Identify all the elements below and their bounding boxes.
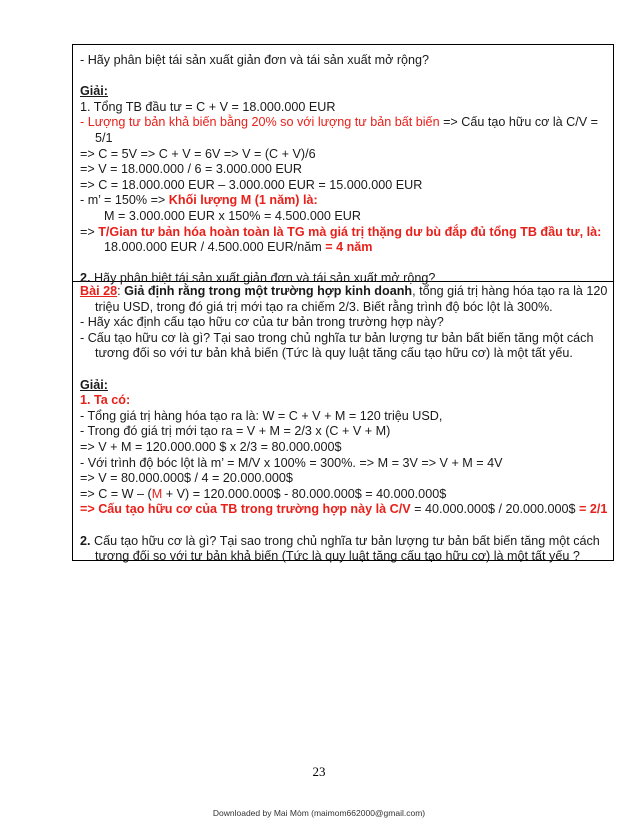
highlight-text: = 4 năm (325, 240, 373, 255)
solution-line: 1. Tổng TB đầu tư = C + V = 18.000.000 EUR (80, 99, 336, 114)
solution-line (80, 487, 607, 503)
solution-text: => Cấu tạo hữu cơ là C/V = (439, 115, 599, 130)
solution-line (80, 193, 607, 209)
highlight-text: T/Gian tư bản hóa hoàn toàn là TG mà giá trị thặng dư bù đắp đủ tổng TB đầu tư, là: (98, 224, 602, 239)
exercise-question: - Hãy xác định cấu tạo hữu cơ của tư bản trong trường hợp này? (80, 315, 444, 330)
solution-line: - Tổng giá trị hàng hóa tạo ra là: W = C + V + M = 120 triệu USD, (80, 408, 443, 423)
highlight-text: => Cấu tạo hữu cơ của TB trong trường hợp này là C/V (80, 502, 411, 517)
solution-line: - Với trình độ bóc lột là m’ = M/V x 100% = 300%. => M = 3V => V + M = 4V (80, 455, 503, 470)
solution-label: Giải: (80, 84, 108, 99)
solution-line: => V = 80.000.000$ / 4 = 20.000.000$ (80, 471, 293, 486)
solution-line: - Trong đó giá trị mới tạo ra = V + M = 2/3 x (C + V + M) (80, 424, 391, 439)
highlight-text: - Lượng tư bản khả biến bằng 20% so với lượng tư bản bất biến (80, 115, 440, 130)
exercise-title: Bài 28 (80, 284, 118, 298)
solution-line: M = 3.000.000 EUR x 150% = 4.500.000 EUR (104, 208, 361, 223)
exercise-question: tương đối so với tư bản khả biến (Tức là quy luật tăng cấu tạo hữu cơ) là một tất yếu. (95, 346, 573, 361)
highlight-text: Khối lượng M (1 năm) là: (168, 193, 318, 208)
answer-2 (80, 534, 607, 550)
exercise-box-28 (72, 282, 614, 564)
solution-heading: 1. Ta có: (80, 393, 131, 408)
download-footer: Downloaded by Mai Mòm (maimom662000@gmail.com) (212, 808, 426, 818)
solution-line: => V = 18.000.000 / 6 = 3.000.000 EUR (80, 162, 302, 177)
solution-text: 18.000.000 EUR / 4.500.000 EUR/năm (104, 240, 326, 255)
solution-line: => C = 5V => C + V = 6V => V = (C + V)/6 (80, 146, 316, 161)
solution-text: => (80, 224, 99, 239)
exercise-intro (80, 284, 607, 300)
solution-line: 5/1 (95, 130, 113, 145)
exercise-bold-text: Giả định rằng trong một trường hợp kinh doanh (124, 284, 413, 298)
exercise-question: - Cấu tạo hữu cơ là gì? Tại sao trong chủ nghĩa tư bản lượng tư bản bất biến tăng một cách (80, 330, 594, 345)
question-intro: - Hãy phân biệt tái sản xuất giản đơn và tái sản xuất mở rộng? (80, 53, 430, 67)
exercise-text: : (117, 284, 125, 298)
solution-line: => C = 18.000.000 EUR – 3.000.000 EUR = 15.000.000 EUR (80, 177, 423, 192)
solution-text: = 40.000.000$ / 20.000.000$ (410, 502, 580, 517)
solution-line (80, 225, 607, 241)
page-number: 23 (312, 764, 326, 779)
question-number: 2. (80, 271, 91, 286)
question-number: 2. (80, 533, 91, 548)
solution-line: => V + M = 120.000.000 $ x 2/3 = 80.000.000$ (80, 439, 342, 454)
solution-line (80, 115, 607, 131)
answer-text: Cấu tạo hữu cơ là gì? Tại sao trong chủ nghĩa tư bản lượng tư bản bất biến tăng một cách (90, 533, 600, 548)
solution-text: + V) = 120.000.000$ - 80.000.000$ = 40.000.000$ (162, 486, 447, 501)
exercise-text: , tổng giá trị hàng hóa tạo ra là 120 (412, 284, 608, 298)
solution-label: Giải: (80, 377, 108, 392)
solution-text: - m’ = 150% => (80, 193, 169, 208)
solution-text: => C = W – ( (80, 486, 152, 501)
solution-line (80, 502, 607, 518)
exercise-line: triệu USD, trong đó giá trị mới tạo ra chiếm 2/3. Biết rằng trình độ bóc lột là 300%. (95, 299, 553, 314)
highlight-text: M (151, 486, 163, 501)
highlight-text: = 2/1 (579, 502, 608, 517)
solution-line (80, 240, 607, 256)
solution-box-1 (72, 44, 614, 286)
answer-line: tương đối so với tư bản khả biến (Tức là quy luật tăng cấu tạo hữu cơ) là một tất yếu ? (95, 549, 580, 564)
question-text: Hãy phân biệt tái sản xuất giản đơn và tái sản xuất mở rộng? (90, 271, 436, 286)
